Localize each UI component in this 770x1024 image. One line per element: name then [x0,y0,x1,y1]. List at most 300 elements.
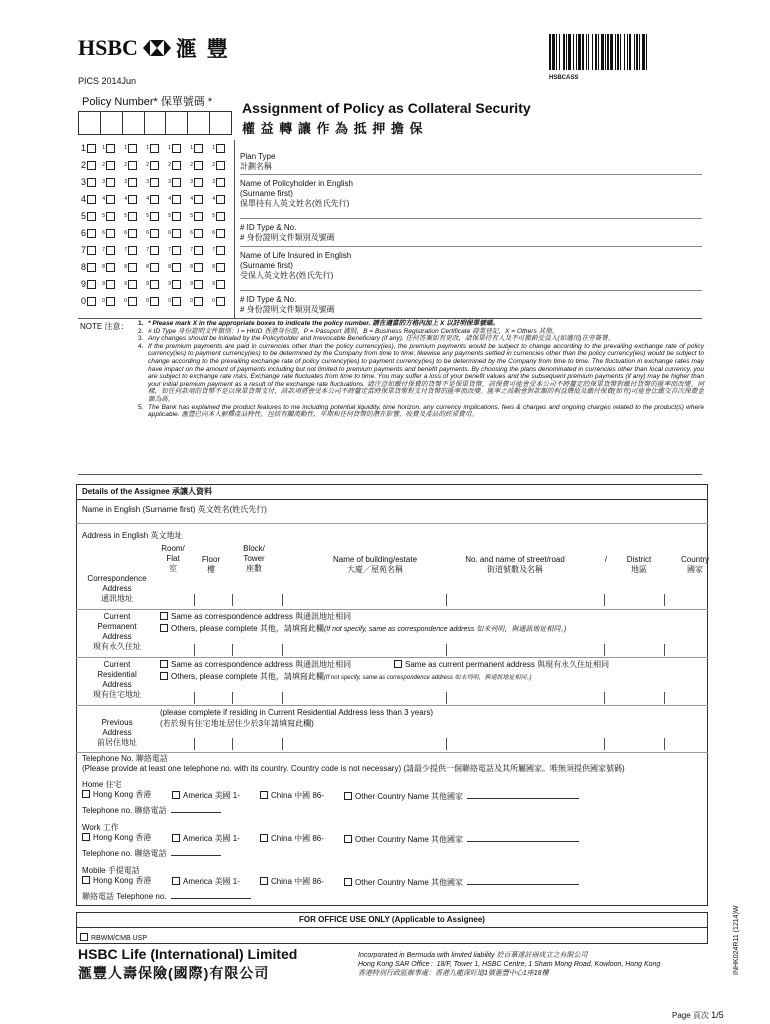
digit-checkbox[interactable] [172,263,181,272]
digit-checkbox[interactable] [172,297,181,306]
digit-checkbox[interactable] [128,280,137,289]
permanent-others-option[interactable]: Others, please complete 其他，請填寫此欄(If not specify, same as correspondence address 如未列明，與通訊地址相同。) [160,624,566,634]
digit-checkbox[interactable] [128,263,137,272]
digit-label: 4 [80,194,86,204]
telephone-country-checkbox[interactable] [82,790,90,798]
digit-cell[interactable] [188,193,210,205]
digit-checkbox[interactable] [216,195,225,204]
digit-cell[interactable] [166,261,188,273]
address-column-header [614,555,664,575]
policy-number-boxes [78,111,232,135]
address-cell-divider [282,594,283,606]
address-cell-divider [282,738,283,750]
digit-checkbox[interactable] [87,195,96,204]
address-column-header [670,555,720,575]
telephone-country-option[interactable] [344,833,579,845]
column-label-en: Floor [201,555,221,564]
digit-cell[interactable] [144,210,166,222]
telephone-country-option[interactable] [344,790,579,802]
digit-cell[interactable] [210,142,232,154]
digit-checkbox[interactable] [106,246,115,255]
digit-checkbox[interactable] [194,297,203,306]
digit-label: 6 [168,230,171,236]
policy-field-label-en2: (Surname first) [240,189,293,198]
digit-cell[interactable] [166,193,188,205]
digit-cell[interactable] [166,295,188,307]
digit-label: 8 [80,262,86,272]
telephone-number-row[interactable] [82,804,221,816]
digit-label: 1 [102,145,105,151]
policy-number-digit-box[interactable] [79,112,100,134]
digit-cell[interactable] [100,295,122,307]
digit-checkbox[interactable] [194,178,203,187]
address-cell-divider [604,644,605,656]
digit-checkbox[interactable] [87,297,96,306]
company-name-en: HSBC Life (International) Limited [78,946,298,962]
digit-cell[interactable] [100,142,122,154]
digit-label: 8 [124,264,127,270]
digit-cell[interactable] [78,261,100,273]
policy-field-label [240,295,335,315]
incorporation-line-2: Hong Kong SAR Office：18/F, Tower 1, HSBC Centre, 1 Sham Mong Road, Kowloon, Hong Kong [358,961,661,968]
address-cell-divider [664,692,665,704]
telephone-country-checkbox[interactable] [260,834,268,842]
digit-cell[interactable] [188,210,210,222]
digit-checkbox[interactable] [106,280,115,289]
residential-same-checkbox[interactable] [160,660,168,668]
previous-address-label: Previous Address 前居住地址 [97,718,137,747]
digit-cell[interactable] [166,176,188,188]
policy-field-label-zh: # 身份證明文件類別及號碼 [240,305,335,314]
digit-checkbox[interactable] [216,246,225,255]
digit-checkbox[interactable] [106,144,115,153]
digit-checkbox[interactable] [216,280,225,289]
telephone-number-field[interactable] [171,847,221,856]
digit-checkbox[interactable] [128,144,137,153]
policy-field[interactable] [240,218,702,247]
digit-label: 4 [168,196,171,202]
digit-cell[interactable] [144,278,166,290]
digit-label: 6 [124,230,127,236]
telephone-number-row[interactable] [82,890,251,902]
note-text: Any changes should be initialed by the Policyholder and Irrevocable Beneficiary (if any). 任何答案如有更改，請保單持有人及不可撤銷受益人(如適用)在旁簽署。 [148,335,615,343]
digit-cell[interactable] [144,227,166,239]
telephone-number-label: 聯絡電話 Telephone no. [82,892,167,901]
digit-cell[interactable] [188,142,210,154]
digit-checkbox[interactable] [106,161,115,170]
digit-checkbox[interactable] [106,178,115,187]
policy-number-digit-box[interactable] [144,112,166,134]
digit-checkbox[interactable] [194,229,203,238]
column-label-en: Country [680,555,709,564]
telephone-country-checkbox[interactable] [172,834,180,842]
digit-checkbox[interactable] [87,161,96,170]
digit-checkbox[interactable] [87,178,96,187]
digit-checkbox[interactable] [194,212,203,221]
address-cell-divider [664,738,665,750]
digit-cell[interactable] [166,142,188,154]
digit-cell[interactable] [78,193,100,205]
digit-checkbox[interactable] [172,161,181,170]
policy-field[interactable] [240,290,702,318]
digit-cell[interactable] [144,159,166,171]
digit-checkbox[interactable] [87,280,96,289]
digit-label: 6 [146,230,149,236]
digit-label: 3 [190,179,193,185]
policy-field-label-zh: 計劃名稱 [240,162,272,171]
telephone-group-title: Home 住宅 [82,780,122,789]
digit-checkbox[interactable] [194,195,203,204]
policy-field-label [240,179,353,209]
digit-label: 6 [102,230,105,236]
digit-checkbox[interactable] [87,144,96,153]
digit-label: 3 [102,179,105,185]
permanent-address-input[interactable] [156,642,704,656]
residential-same-permanent-checkbox[interactable] [394,660,402,668]
column-label-zh: 大廈／屋苑名稱 [347,565,403,574]
policy-field-label [240,152,275,172]
digit-checkbox[interactable] [87,263,96,272]
assignee-section-title: Details of the Assignee 承讓人資料 [82,487,212,496]
digit-cell[interactable] [122,295,144,307]
digit-cell[interactable] [210,176,232,188]
column-label-zh: 室 [169,564,177,573]
residential-others-checkbox[interactable] [160,672,168,680]
digit-checkbox[interactable] [172,229,181,238]
digit-checkbox[interactable] [194,161,203,170]
digit-checkbox[interactable] [106,263,115,272]
digit-label: 5 [102,213,105,219]
note-item [138,404,704,419]
address-cell-divider [232,692,233,704]
digit-label: 0 [212,298,215,304]
previous-address-input[interactable] [156,736,704,750]
digit-checkbox[interactable] [128,161,137,170]
digit-row [78,176,232,188]
digit-checkbox[interactable] [150,229,159,238]
digit-label: 5 [80,211,86,221]
digit-label: 6 [80,228,86,238]
digit-checkbox[interactable] [216,161,225,170]
address-cell-divider [604,594,605,606]
digit-row [78,244,232,256]
digit-cell[interactable] [100,261,122,273]
digit-checkbox[interactable] [216,297,225,306]
digit-checkbox[interactable] [128,246,137,255]
policy-field[interactable] [240,140,702,175]
policy-number-digit-box[interactable] [209,112,231,134]
digit-label: 5 [146,213,149,219]
telephone-country-option[interactable] [172,876,244,887]
digit-cell[interactable] [100,193,122,205]
digit-cell[interactable] [122,261,144,273]
policy-field-label-en2: (Surname first) [240,261,293,270]
digit-label: 8 [102,264,105,270]
column-label-zh: 樓 [207,565,215,574]
telephone-country-checkbox[interactable] [260,791,268,799]
digit-checkbox[interactable] [194,144,203,153]
digit-label: 8 [190,264,193,270]
digit-cell[interactable] [78,227,100,239]
digit-row [78,278,232,290]
column-label-en2: Flat [166,554,180,563]
digit-cell[interactable] [100,278,122,290]
note-text: If the premium payments are paid in currencies other than the policy currency(ies), the premium payments would be subject to change according to the prevailing exchange rate of policy currency(ies) to payment currency(ies) to be determined by the Company from time to time; likewise any payments settled in currencies other than the policy currency(ies) would be subject to change according to the prevailing exchange rate of policy currency(ies) to payment currency(ies) to be determined by the Company from time to time. The fluctuation in exchange rates may have impact on the amount of payments including but not limited to premium payments and benefit payments. By choosing the plans denominated in currencies other than local currency, you are subject to exchange rate risks. Exchange rate fluctuates from time to time. You may suffer a loss of your benefit values and the subsequent premium payments (if any) may be higher than your initial premium payment as a result of the exchange rate fluctuations. 請注意如繳付保費的貨幣不是保單貨幣，該保費可能會受本公司不時釐定的保單貨幣對繳付貨幣的匯率而改變。同樣，如任何款項的貨幣不是以保單貨幣支付，該款項將會受本公司不時釐定當時保單貨幣對支付貨幣的匯率而改變。匯率之波動會對款額的利益價值及繳付保費(如有)可能會比繳交首次保費金額為高。 [148,342,704,403]
telephone-code-field[interactable] [467,833,579,842]
digit-cell[interactable] [78,142,100,154]
digit-cell[interactable] [78,159,100,171]
digit-checkbox[interactable] [216,263,225,272]
note-number: 3. [138,335,144,343]
digit-cell[interactable] [122,142,144,154]
correspondence-address-input[interactable] [156,592,704,606]
digit-cell[interactable] [78,295,100,307]
note-number: 4. [138,342,144,350]
digit-checkbox[interactable] [128,178,137,187]
digit-checkbox[interactable] [150,280,159,289]
digit-cell[interactable] [166,227,188,239]
telephone-country-checkbox[interactable] [172,877,180,885]
digit-cell[interactable] [78,176,100,188]
digit-label: 2 [212,162,215,168]
telephone-country-option[interactable] [82,833,151,843]
name-english-field[interactable] [76,523,708,524]
digit-cell[interactable] [210,227,232,239]
digit-checkbox[interactable] [106,212,115,221]
digit-checkbox[interactable] [150,144,159,153]
digit-cell[interactable] [210,295,232,307]
digit-checkbox[interactable] [128,195,137,204]
page-title-en: Assignment of Policy as Collateral Security [242,100,531,116]
digit-checkbox[interactable] [106,229,115,238]
address-cell-divider [446,692,447,704]
digit-cell[interactable] [100,244,122,256]
digit-cell[interactable] [122,193,144,205]
digit-checkbox[interactable] [150,178,159,187]
digit-cell[interactable] [122,244,144,256]
digit-cell[interactable] [166,159,188,171]
digit-cell[interactable] [166,244,188,256]
policy-number-digit-box[interactable] [122,112,144,134]
digit-cell[interactable] [166,210,188,222]
digit-cell[interactable] [210,244,232,256]
note-item [138,343,704,404]
column-label-en: Block/ [243,544,265,553]
digit-cell[interactable] [188,227,210,239]
digit-cell[interactable] [100,159,122,171]
field-column-divider [234,140,235,318]
digit-cell[interactable] [78,278,100,290]
digit-label: 1 [124,145,127,151]
brand-zh: 滙 豐 [175,38,230,61]
digit-checkbox[interactable] [128,229,137,238]
telephone-number-label: Telephone no. 聯絡電話 [82,806,167,815]
digit-checkbox[interactable] [216,178,225,187]
address-cell-divider [194,644,195,656]
permanent-same-checkbox[interactable] [160,612,168,620]
telephone-country-option[interactable] [172,833,244,844]
telephone-country-checkbox[interactable] [344,835,352,843]
digit-checkbox[interactable] [150,263,159,272]
digit-label: 1 [190,145,193,151]
telephone-country-option[interactable] [172,790,244,801]
digit-cell[interactable] [122,278,144,290]
address-column-headers [150,544,710,580]
digit-cell[interactable] [144,142,166,154]
page-number: Page 頁次 1/5 [672,1010,724,1020]
telephone-country-checkbox[interactable] [344,792,352,800]
note-number: 5. [138,403,144,411]
address-column-header [196,555,226,575]
telephone-country-checkbox[interactable] [260,877,268,885]
digit-cell[interactable] [100,210,122,222]
digit-label: 2 [146,162,149,168]
digit-grid[interactable] [78,142,232,312]
digit-checkbox[interactable] [216,229,225,238]
digit-cell[interactable] [122,159,144,171]
telephone-country-checkbox[interactable] [172,791,180,799]
telephone-number-row[interactable] [82,847,221,859]
address-column-header [300,555,450,575]
digit-checkbox[interactable] [172,246,181,255]
telephone-country-label: China 中國 86- [271,834,324,843]
digit-checkbox[interactable] [216,144,225,153]
digit-cell[interactable] [78,244,100,256]
telephone-code-field[interactable] [467,876,579,885]
digit-cell[interactable] [210,261,232,273]
policy-number-digit-box[interactable] [165,112,187,134]
digit-checkbox[interactable] [172,178,181,187]
digit-checkbox[interactable] [150,161,159,170]
telephone-number-field[interactable] [171,804,221,813]
digit-checkbox[interactable] [172,144,181,153]
digit-checkbox[interactable] [128,297,137,306]
telephone-country-option[interactable] [260,790,328,801]
digit-label: 7 [212,247,215,253]
digit-cell[interactable] [100,227,122,239]
digit-cell[interactable] [210,278,232,290]
address-cell-divider [664,644,665,656]
digit-label: 1 [146,145,149,151]
digit-checkbox[interactable] [106,195,115,204]
digit-checkbox[interactable] [106,297,115,306]
policy-fields [240,140,702,318]
digit-label: 9 [168,281,171,287]
digit-cell[interactable] [166,278,188,290]
policy-field[interactable] [240,246,702,291]
residential-others-option[interactable]: Others, please complete 其他，請填寫此欄(If not specify, same as correspondence address 如未列明，與通訊地址相同。) [160,672,532,683]
digit-checkbox[interactable] [128,212,137,221]
digit-cell[interactable] [188,278,210,290]
digit-label: 1 [80,143,86,153]
address-column-header [440,555,590,575]
telephone-number-field[interactable] [171,890,251,899]
telephone-code-field[interactable] [467,790,579,799]
digit-checkbox[interactable] [150,195,159,204]
digit-cell[interactable] [144,244,166,256]
digit-label: 9 [80,279,86,289]
digit-checkbox[interactable] [172,212,181,221]
digit-label: 0 [190,298,193,304]
digit-checkbox[interactable] [150,212,159,221]
telephone-country-option[interactable] [82,876,151,886]
residential-address-input[interactable] [156,690,704,704]
residential-same-option[interactable]: Same as correspondence address 與通訊地址相同 [160,660,351,670]
digit-cell[interactable] [188,244,210,256]
previous-address-note-zh: (若於現有住宅地址居住少於3年請填寫此欄) [160,719,314,728]
digit-checkbox[interactable] [150,246,159,255]
digit-checkbox[interactable] [172,280,181,289]
digit-label: 3 [212,179,215,185]
policy-number-digit-box[interactable] [187,112,209,134]
telephone-country-option[interactable] [344,876,579,888]
digit-checkbox[interactable] [194,280,203,289]
digit-cell[interactable] [210,159,232,171]
digit-checkbox[interactable] [87,229,96,238]
rbwm-option[interactable]: RBWM/CMB USP [80,933,147,943]
previous-address-note-en: (please complete if residing in Current Residential Address less than 3 years) [160,708,434,717]
telephone-country-checkbox[interactable] [82,833,90,841]
digit-cell[interactable] [100,176,122,188]
brand-en: HSBC [78,35,138,60]
policy-field[interactable] [240,174,702,219]
digit-label: 2 [190,162,193,168]
digit-cell[interactable] [122,227,144,239]
telephone-country-option[interactable] [260,876,328,887]
telephone-country-checkbox[interactable] [82,876,90,884]
telephone-groups [82,780,702,904]
digit-cell[interactable] [144,261,166,273]
barcode-icon [549,34,709,70]
digit-checkbox[interactable] [194,246,203,255]
digit-checkbox[interactable] [172,195,181,204]
digit-checkbox[interactable] [194,263,203,272]
digit-label: 7 [168,247,171,253]
digit-checkbox[interactable] [216,212,225,221]
digit-label: 0 [168,298,171,304]
digit-row [78,142,232,154]
permanent-same-option[interactable]: Same as correspondence address 與通訊地址相同 [160,612,351,622]
telephone-country-option[interactable] [260,833,328,844]
digit-label: 5 [212,213,215,219]
digit-cell[interactable] [188,176,210,188]
correspondence-address-label: Correspondence Address 通訊地址 [87,574,147,603]
residential-same-permanent-option[interactable]: Same as current permanent address 與現有永久住址相同 [394,660,609,670]
digit-checkbox[interactable] [150,297,159,306]
telephone-country-checkbox[interactable] [344,878,352,886]
policy-number-digit-box[interactable] [100,112,122,134]
rbwm-checkbox[interactable] [80,933,88,941]
permanent-others-checkbox[interactable] [160,624,168,632]
digit-cell[interactable] [210,210,232,222]
digit-row [78,295,232,307]
digit-cell[interactable] [188,159,210,171]
digit-checkbox[interactable] [87,212,96,221]
digit-cell[interactable] [144,295,166,307]
digit-cell[interactable] [144,176,166,188]
digit-cell[interactable] [78,210,100,222]
digit-cell[interactable] [144,193,166,205]
column-label-zh: 國家 [687,565,703,574]
telephone-country-option[interactable] [82,790,151,800]
digit-cell[interactable] [188,295,210,307]
digit-checkbox[interactable] [87,246,96,255]
digit-cell[interactable] [210,193,232,205]
digit-label: 4 [190,196,193,202]
digit-cell[interactable] [122,210,144,222]
digit-cell[interactable] [122,176,144,188]
digit-cell[interactable] [188,261,210,273]
